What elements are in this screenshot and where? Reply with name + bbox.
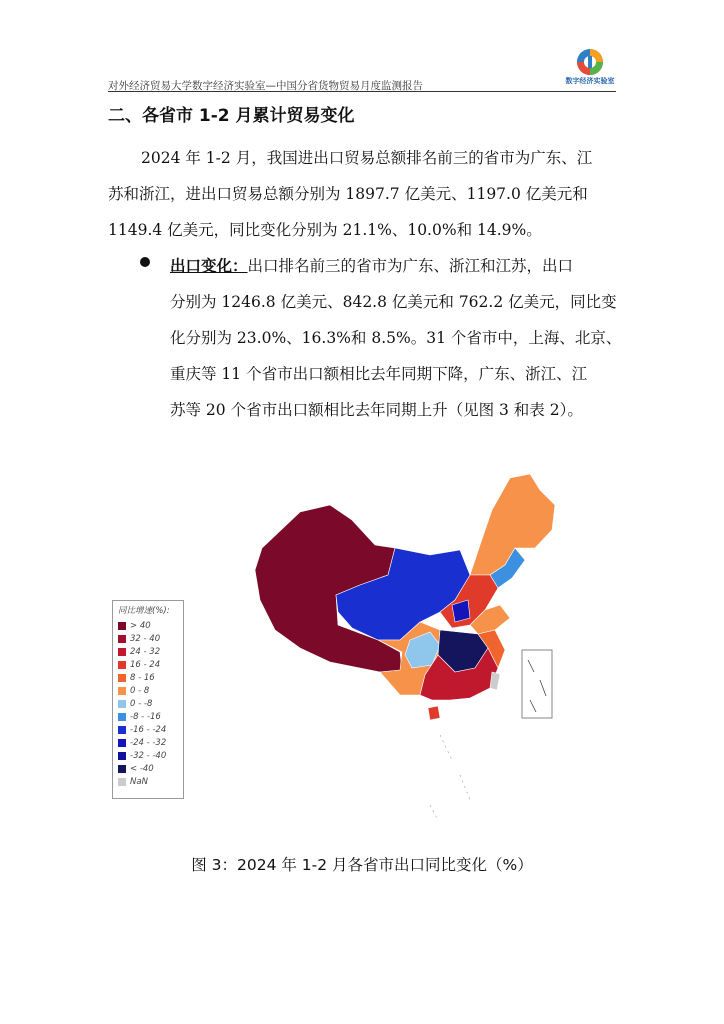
- legend-item: [118, 660, 160, 672]
- legend-swatch: [118, 661, 126, 669]
- islands-dashes: [430, 735, 470, 820]
- legend-label: 32 - 40: [130, 634, 161, 644]
- bullet-line: 分别为 1246.8 亿美元、842.8 亿美元和 762.2 亿美元，同比变: [170, 293, 617, 311]
- page-header: [108, 74, 616, 94]
- figure-caption: 图 3：2024 年 1-2 月各省市出口同比变化（%）: [191, 856, 533, 874]
- header-text: 对外经济贸易大学数字经济实验室—中国分省货物贸易月度监测报告: [108, 80, 423, 92]
- legend-item: [118, 725, 166, 737]
- legend-label: 16 - 24: [130, 660, 161, 670]
- legend-label: 24 - 32: [130, 647, 161, 657]
- bullet-line: 重庆等 11 个省市出口额相比去年同期下降，广东、浙江、江: [170, 365, 588, 383]
- legend-swatch: [118, 752, 126, 760]
- legend-swatch: [118, 648, 126, 656]
- legend-swatch: [118, 765, 126, 773]
- legend-item: [118, 686, 149, 698]
- legend-label: -8 - -16: [130, 712, 161, 722]
- legend-item: [118, 634, 160, 646]
- bullet-first-line: [170, 248, 616, 284]
- bullet-label: 出口变化：: [170, 257, 248, 275]
- paragraph-line: 1149.4 亿美元，同比变化分别为 21.1%、10.0%和 14.9%。: [108, 221, 542, 239]
- legend-label: 8 - 16: [130, 673, 155, 683]
- header-divider: [108, 91, 616, 92]
- legend-item: [118, 621, 151, 633]
- legend-swatch: [118, 622, 126, 630]
- legend-swatch: [118, 700, 126, 708]
- legend-item: [118, 673, 155, 685]
- legend-label: 0 - -8: [130, 699, 153, 709]
- legend-swatch: [118, 778, 126, 786]
- map-legend: [112, 600, 184, 799]
- bullet-first-line-text: 出口排名前三的省市为广东、浙江和江苏，出口: [247, 257, 574, 275]
- legend-label: 0 - 8: [130, 686, 150, 696]
- legend-title: 同比增速(%):: [118, 606, 170, 616]
- south-china-sea-inset: [522, 650, 552, 718]
- paragraph-line: 2024 年 1-2 月，我国进出口贸易总额排名前三的省市为广东、江: [141, 149, 593, 167]
- logo-text: 数字经济实验室: [565, 77, 615, 85]
- bullet-line: 化分别为 23.0%、16.3%和 8.5%。31 个省市中，上海、北京、: [170, 329, 622, 347]
- legend-item: [118, 764, 154, 776]
- legend-item: [118, 738, 166, 750]
- lab-logo: [562, 48, 618, 88]
- bullet-body: [170, 248, 622, 428]
- legend-item: [118, 699, 152, 711]
- legend-swatch: [118, 674, 126, 682]
- legend-item: [118, 777, 148, 789]
- map-region-hainan: [428, 706, 440, 720]
- section-title: 二、各省市 1-2 月累计贸易变化: [108, 106, 355, 126]
- legend-label: < -40: [130, 764, 154, 774]
- legend-label: -16 - -24: [130, 725, 167, 735]
- legend-swatch: [118, 687, 126, 695]
- legend-swatch: [118, 713, 126, 721]
- legend-item: [118, 751, 166, 763]
- bullet-line: 苏等 20 个省市出口额相比去年同期上升（见图 3 和表 2）。: [170, 401, 583, 419]
- legend-label: NaN: [130, 777, 148, 787]
- legend-item: [118, 647, 160, 659]
- legend-swatch: [118, 635, 126, 643]
- legend-item: [118, 712, 161, 724]
- map-region-taiwan: [490, 672, 500, 690]
- paragraph-line: 苏和浙江，进出口贸易总额分别为 1897.7 亿美元、1197.0 亿美元和: [108, 185, 588, 203]
- digital-economy-lab-logo-icon: [576, 48, 604, 76]
- legend-label: > 40: [130, 621, 151, 631]
- legend-swatch: [118, 739, 126, 747]
- bullet-icon: [140, 257, 150, 267]
- inset-dashes: [528, 660, 546, 712]
- summary-paragraph: [108, 140, 616, 248]
- legend-swatch: [118, 726, 126, 734]
- legend-label: -32 - -40: [130, 751, 167, 761]
- legend-label: -24 - -32: [130, 738, 167, 748]
